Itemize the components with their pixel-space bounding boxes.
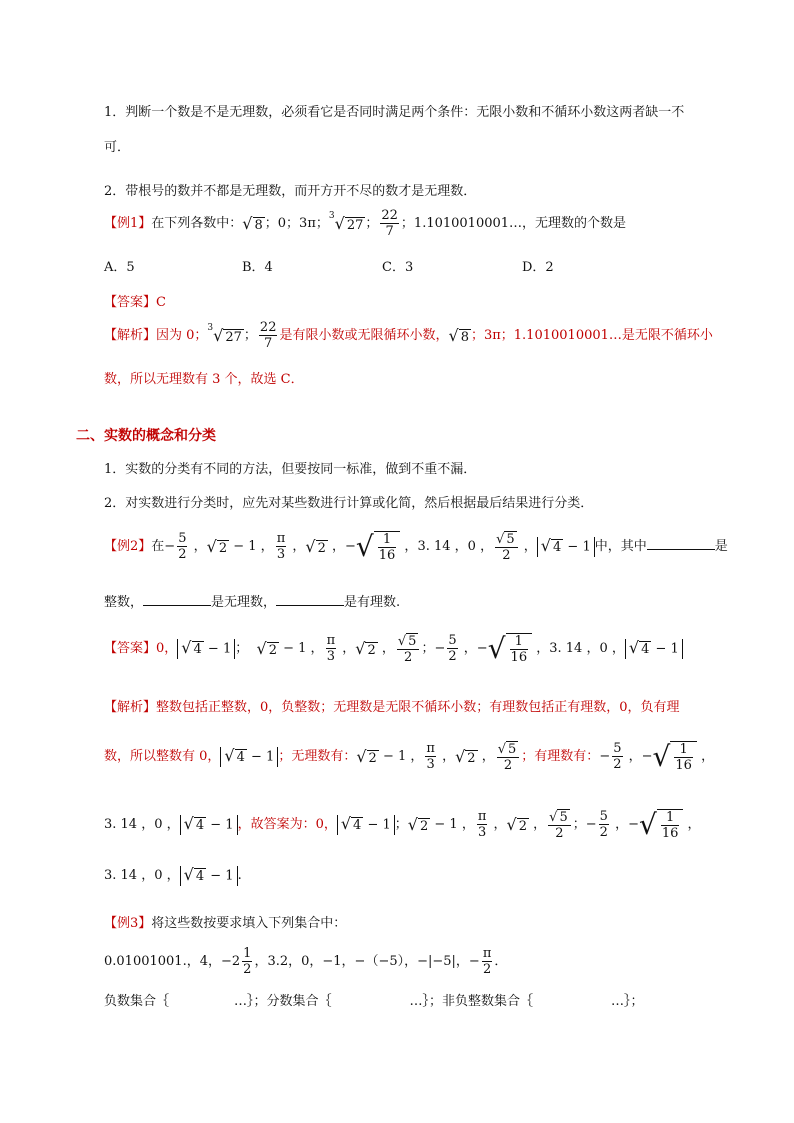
example2-analysis-line3: 3. 14 ，0 ， √ 4 − 1 ，故答案为：0， √ 4 − 1 ；√ 2 − 1 ， $\frac{\pi}{3}$ ，√ 2 ， $\frac{√ 5}{2}$ ；− $\frac{5}{2}$ ，−√ $\frac{1}{16}$ ， [104, 808, 701, 841]
example1-answer: 【答案】C [104, 295, 166, 310]
example3-sets: 负数集合｛ …｝；分数集合｛ …｝；非负整数集合｛ …｝； [104, 994, 644, 1009]
example2-analysis-line4: 3. 14 ，0 ， √ 4 − 1 . [104, 864, 242, 884]
example2-analysis-line2: 数，所以整数有 0， √ 4 − 1 ；无理数有：√ 2 − 1 ， $\frac{\pi}{3}$ ，√ 2 ， $\frac{√ 5}{2}$ ；有理数有：− $\frac{5}{2}$ ，−√ $\frac{1}{16}$ ， [104, 740, 715, 773]
section2-heading: 二、实数的概念和分类 [76, 428, 216, 444]
note-line-1b: 可． [104, 140, 131, 155]
note-line-2: 2．带根号的数并不都是无理数，而开方开不尽的数才是无理数． [104, 184, 477, 199]
section2-point1: 1．实数的分类有不同的方法，但要按同一标准，做到不重不漏． [104, 462, 477, 477]
sqrt-8: √ 8 [242, 214, 263, 233]
example2-analysis-line1: 【解析】整数包括正整数，0，负整数；无理数是无限不循环小数；有理数包括正有理数，0，负有理 [104, 700, 680, 715]
example1-tag: 【例1】 [104, 216, 152, 231]
example3-list: 0.01001001.，4，−2 $\frac{1}{2}$ ，3.2，0，−1，−（−5），−|−5|，− $\frac{\pi}{2}$ ． [104, 946, 508, 977]
note-line-1: 1．判断一个数是不是无理数，必须看它是否同时满足两个条件：无限小数和不循环小数这两者缺一不 [104, 105, 685, 120]
sqrt-8-analysis: √ 8 [448, 326, 469, 345]
option-d: D．2 [522, 260, 554, 275]
option-a: A．5 [104, 260, 135, 275]
fraction-22-7-analysis: $\frac{22}{7}$ [259, 320, 277, 351]
blank-irrationals[interactable] [143, 593, 211, 606]
example1-question: 【例1】在下列各数中：√ 8 ；0；3π；$^3$√ 27 ； $\frac{22}{7}$ ；1.1010010001…，无理数的个数是 [104, 208, 627, 239]
example1-options [104, 256, 794, 275]
cbrt-27-analysis: $^3$√ 27 [207, 323, 242, 345]
example2-question: 【例2】在− $\frac{5}{2}$ ，√ 2 − 1 ， $\frac{\pi}{3}$ ，√ 2 ，−√ $\frac{1}{16}$ ，3. 14 ，0 ， $\frac{√ 5}{2}$ ， √ 4 − 1 中，其中 是 [104, 530, 728, 563]
example1-analysis-line2: 数，所以无理数有 3 个，故选 C． [104, 372, 304, 387]
example3-question: 【例3】将这些数按要求填入下列集合中： [104, 916, 347, 931]
blank-rationals[interactable] [276, 593, 344, 606]
blank-integers[interactable] [647, 537, 715, 550]
example2-question-line2: 整数， 是无理数， 是有理数. [104, 595, 401, 610]
option-c: C．3 [382, 260, 414, 275]
example3-tag: 【例3】 [104, 916, 152, 931]
fraction-22-7: $\frac{22}{7}$ [381, 208, 398, 239]
example1-analysis-line1: 【解析】因为 0；$^3$√ 27 ； $\frac{22}{7}$ 是有限小数或无限循环小数，√ 8 ；3π；1.1010010001…是无限不循环小 [104, 320, 713, 351]
example2-tag: 【例2】 [104, 539, 152, 554]
section2-point2: 2．对实数进行分类时，应先对某些数进行计算或化简，然后根据最后结果进行分类． [104, 496, 594, 511]
example1-answer-value: C [156, 295, 166, 310]
cbrt-27: $^3$√ 27 [328, 211, 364, 233]
option-b: B．4 [242, 260, 273, 275]
example2-answer: 【答案】0， √ 4 − 1 ； √ 2 − 1 ， $\frac{\pi}{3}$ ，√ 2 ， $\frac{√ 5}{2}$ ；− $\frac{5}{2}$ ，−√ $\frac{1}{16}$ ，3. 14 ，0 ， √ 4 − 1 [104, 632, 794, 665]
